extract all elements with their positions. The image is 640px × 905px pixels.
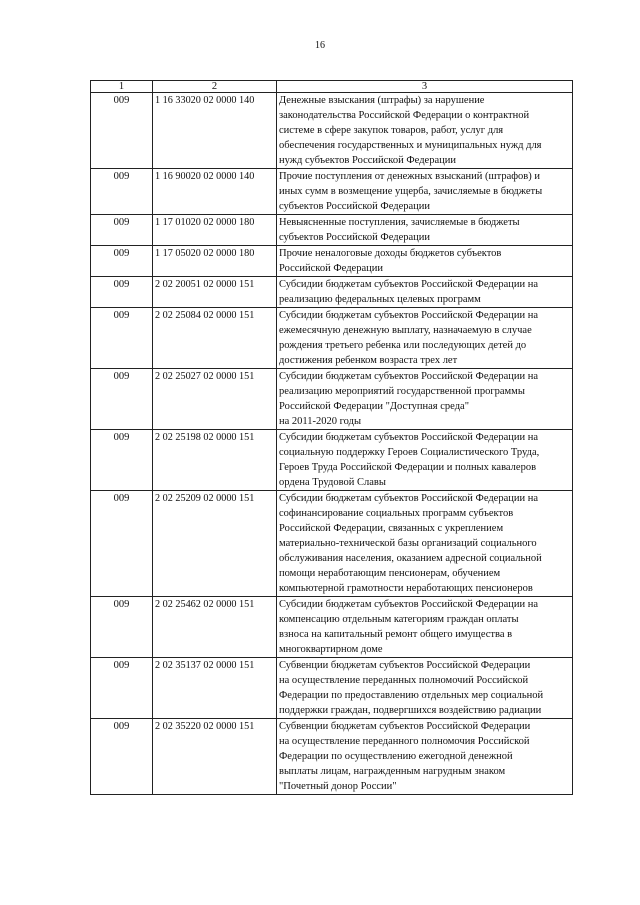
table-row xyxy=(91,597,573,658)
revenue-name-line: Прочие поступления от денежных взысканий (штрафов) и xyxy=(279,171,540,182)
budget-code-cell: 2 02 35220 02 0000 151 xyxy=(153,719,277,795)
revenue-name-cell xyxy=(277,491,573,597)
revenue-name-line: Субсидии бюджетам субъектов Российской Федерации на xyxy=(279,279,539,290)
budget-code-cell: 2 02 25462 02 0000 151 xyxy=(153,597,277,658)
revenue-name-cell xyxy=(277,597,573,658)
header-col-1: 1 xyxy=(91,81,153,93)
revenue-name-line: материально-технической базы организаций социального xyxy=(279,538,537,549)
budget-code-cell: 1 16 33020 02 0000 140 xyxy=(153,93,277,169)
revenue-name-line: нужд субъектов Российской Федерации xyxy=(279,155,456,166)
chapter-code-cell: 009 xyxy=(91,597,153,658)
revenue-name-line: компенсацию отдельным категориям граждан оплаты xyxy=(279,614,519,625)
header-col-3: 3 xyxy=(277,81,573,93)
table-row xyxy=(91,369,573,430)
chapter-code-cell: 009 xyxy=(91,93,153,169)
revenue-name-line: софинансирование социальных программ субъектов xyxy=(279,508,514,519)
revenue-name-line: Российской Федерации xyxy=(279,263,383,274)
revenue-name-line: взноса на капитальный ремонт общего имущества в xyxy=(279,629,513,640)
revenue-name-line: ежемесячную денежную выплату, назначаемую в случае xyxy=(279,325,532,336)
revenue-name-line: Субсидии бюджетам субъектов Российской Федерации на xyxy=(279,432,539,443)
revenue-name-line: многоквартирном доме xyxy=(279,644,383,655)
table-row xyxy=(91,430,573,491)
revenue-name-line: Субсидии бюджетам субъектов Российской Федерации на xyxy=(279,371,539,382)
revenue-name-cell xyxy=(277,93,573,169)
revenue-name-cell xyxy=(277,277,573,308)
revenue-name-line: Субсидии бюджетам субъектов Российской Федерации на xyxy=(279,493,539,504)
budget-code-cell: 1 17 01020 02 0000 180 xyxy=(153,215,277,246)
budget-code-cell: 2 02 25027 02 0000 151 xyxy=(153,369,277,430)
revenue-name-cell xyxy=(277,215,573,246)
revenue-name-line: реализацию федеральных целевых программ xyxy=(279,294,481,305)
revenue-name-line: Героев Труда Российской Федерации и полных кавалеров xyxy=(279,462,537,473)
page-number: 16 xyxy=(315,40,325,51)
revenue-name-line: достижения ребенком возраста трех лет xyxy=(279,355,458,366)
chapter-code-cell: 009 xyxy=(91,277,153,308)
table-row xyxy=(91,719,573,795)
chapter-code-cell: 009 xyxy=(91,215,153,246)
revenue-name-line: на осуществление переданного полномочия Российской xyxy=(279,736,530,747)
revenue-name-line: Денежные взыскания (штрафы) за нарушение xyxy=(279,95,485,106)
budget-code-cell: 2 02 35137 02 0000 151 xyxy=(153,658,277,719)
revenue-name-cell xyxy=(277,719,573,795)
table-row xyxy=(91,215,573,246)
revenue-name-line: Субвенции бюджетам субъектов Российской Федерации xyxy=(279,721,531,732)
chapter-code-cell: 009 xyxy=(91,308,153,369)
chapter-code-cell: 009 xyxy=(91,169,153,215)
table-row xyxy=(91,169,573,215)
table-header-row xyxy=(91,81,573,93)
revenue-name-line: Федерации по осуществлению ежегодной денежной xyxy=(279,751,513,762)
revenue-name-line: Субсидии бюджетам субъектов Российской Федерации на xyxy=(279,599,539,610)
revenue-name-cell xyxy=(277,369,573,430)
revenue-name-line: на 2011-2020 годы xyxy=(279,416,362,427)
revenue-name-line: Прочие неналоговые доходы бюджетов субъектов xyxy=(279,248,502,259)
revenue-name-line: Невыясненные поступления, зачисляемые в бюджеты xyxy=(279,217,520,228)
revenue-name-line: законодательства Российской Федерации о контрактной xyxy=(279,110,530,121)
chapter-code-cell: 009 xyxy=(91,246,153,277)
revenue-name-cell xyxy=(277,246,573,277)
revenue-name-line: ордена Трудовой Славы xyxy=(279,477,386,488)
revenue-name-line: обслуживания населения, оказанием адресной социальной xyxy=(279,553,542,564)
revenue-name-line: компьютерной грамотности неработающих пенсионеров xyxy=(279,583,533,594)
revenue-name-line: субъектов Российской Федерации xyxy=(279,232,431,243)
table-row xyxy=(91,491,573,597)
budget-code-cell: 2 02 25084 02 0000 151 xyxy=(153,308,277,369)
revenue-codes-table xyxy=(90,80,573,795)
revenue-name-cell xyxy=(277,169,573,215)
chapter-code-cell: 009 xyxy=(91,430,153,491)
budget-code-cell: 2 02 25198 02 0000 151 xyxy=(153,430,277,491)
revenue-name-line: Федерации по предоставлению отдельных мер социальной xyxy=(279,690,544,701)
revenue-name-line: иных сумм в возмещение ущерба, зачисляемые в бюджеты xyxy=(279,186,543,197)
chapter-code-cell: 009 xyxy=(91,719,153,795)
revenue-name-line: субъектов Российской Федерации xyxy=(279,201,431,212)
table-row xyxy=(91,246,573,277)
revenue-name-cell xyxy=(277,658,573,719)
revenue-name-line: на осуществление переданных полномочий Российской xyxy=(279,675,529,686)
table-row xyxy=(91,93,573,169)
revenue-name-line: помощи неработающим пенсионерам, обучением xyxy=(279,568,501,579)
budget-code-cell: 1 16 90020 02 0000 140 xyxy=(153,169,277,215)
revenue-name-line: обеспечения государственных и муниципальных нужд для xyxy=(279,140,542,151)
header-col-2: 2 xyxy=(153,81,277,93)
table-row xyxy=(91,658,573,719)
revenue-name-line: поддержки граждан, подвергшихся воздействию радиации xyxy=(279,705,542,716)
revenue-name-line: Субсидии бюджетам субъектов Российской Федерации на xyxy=(279,310,539,321)
table-row xyxy=(91,277,573,308)
revenue-name-line: Российской Федерации, связанных с укреплением xyxy=(279,523,504,534)
budget-code-cell: 1 17 05020 02 0000 180 xyxy=(153,246,277,277)
revenue-name-line: рождения третьего ребенка или последующих детей до xyxy=(279,340,527,351)
budget-code-cell: 2 02 20051 02 0000 151 xyxy=(153,277,277,308)
table-body xyxy=(91,93,573,795)
revenue-name-cell xyxy=(277,308,573,369)
revenue-name-line: "Почетный донор России" xyxy=(279,781,397,792)
chapter-code-cell: 009 xyxy=(91,658,153,719)
revenue-name-line: Субвенции бюджетам субъектов Российской Федерации xyxy=(279,660,531,671)
revenue-name-cell xyxy=(277,430,573,491)
chapter-code-cell: 009 xyxy=(91,491,153,597)
budget-code-cell: 2 02 25209 02 0000 151 xyxy=(153,491,277,597)
revenue-name-line: реализацию мероприятий государственной программы xyxy=(279,386,525,397)
revenue-name-line: выплаты лицам, награжденным нагрудным знаком xyxy=(279,766,506,777)
revenue-name-line: Российской Федерации "Доступная среда" xyxy=(279,401,469,412)
revenue-name-line: социальную поддержку Героев Социалистического Труда, xyxy=(279,447,540,458)
chapter-code-cell: 009 xyxy=(91,369,153,430)
table-row xyxy=(91,308,573,369)
revenue-name-line: системе в сфере закупок товаров, работ, услуг для xyxy=(279,125,504,136)
